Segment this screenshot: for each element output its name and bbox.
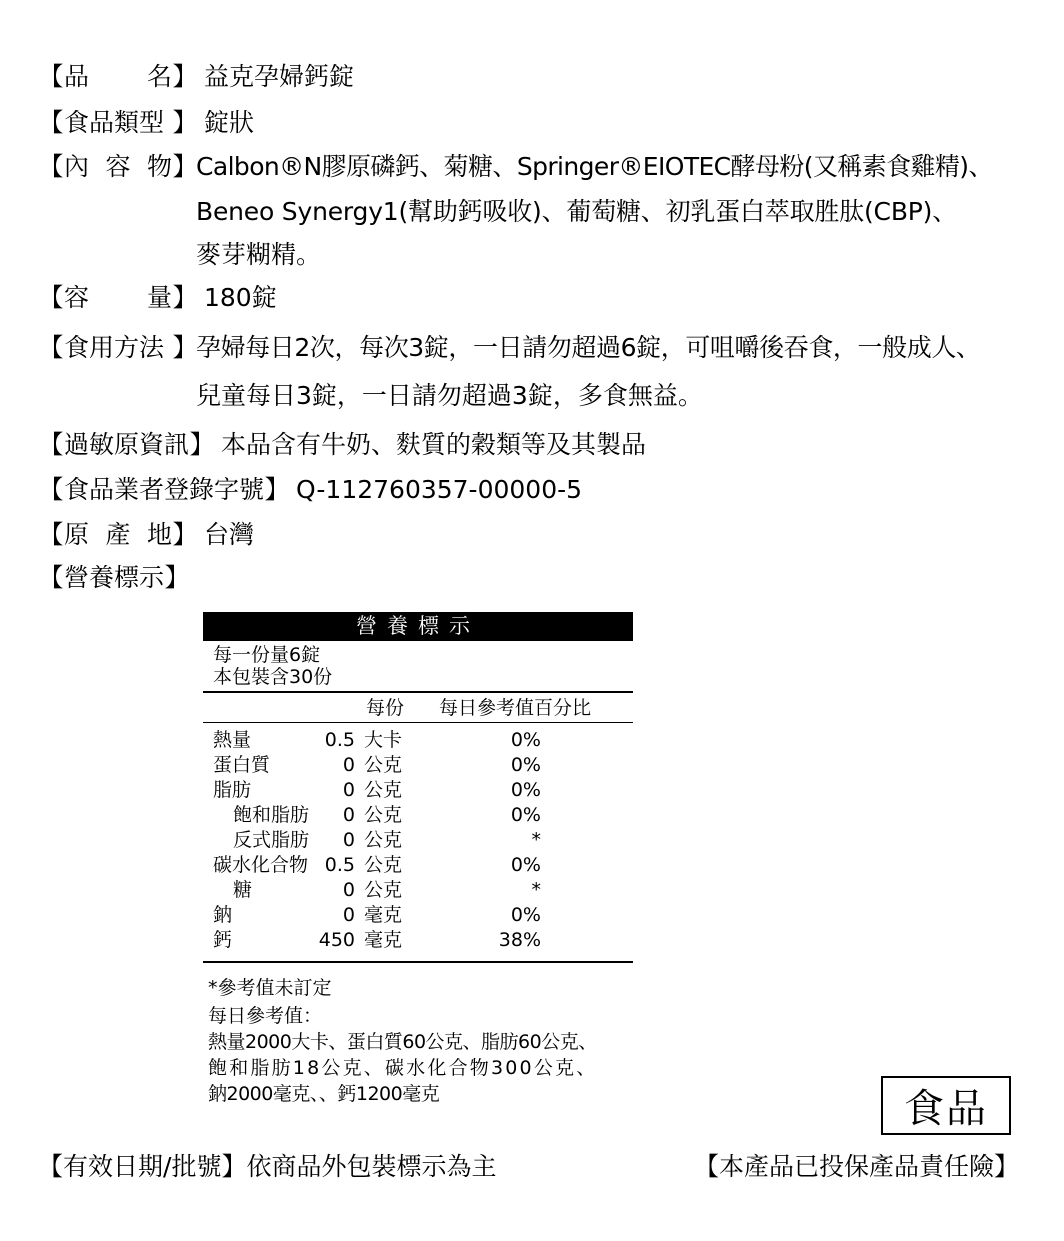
divider: [203, 961, 633, 963]
field-label: 【 品 名 】: [38, 62, 198, 91]
col-daily-value: 每日參考值百分比: [439, 697, 592, 719]
nutrient-daily-value: 0%: [510, 779, 541, 801]
field-allergen: 【 過敏原資訊 】 本品含有牛奶、麩質的穀類等及其製品: [38, 430, 647, 459]
nutrient-unit: 毫克: [364, 904, 403, 926]
nutrition-row: [203, 728, 633, 753]
label-text: 食用方法: [64, 333, 165, 362]
capacity-value: 180錠: [204, 283, 277, 312]
field-nutrition: 【 營養標示 】: [38, 563, 190, 592]
label-text: 過敏原資訊: [64, 430, 190, 459]
nutrient-name: 蛋白質: [213, 754, 271, 776]
field-origin: 【 原 產 地 】 台灣: [38, 520, 255, 549]
nutrient-daily-value: 0%: [510, 854, 541, 876]
label-char: 產: [105, 520, 131, 549]
reference-line: 熱量2000大卡、蛋白質60公克、脂肪60公克、: [208, 1031, 597, 1053]
nutrition-title: 營養標示: [203, 612, 633, 641]
nutrient-amount: 0: [342, 779, 355, 801]
food-type: 錠狀: [204, 108, 255, 137]
nutrient-daily-value: 0%: [510, 754, 541, 776]
nutrient-daily-value: *: [531, 829, 541, 851]
nutrient-daily-value: 38%: [498, 929, 541, 951]
nutrition-row: [203, 903, 633, 928]
contents-line: Calbon®N膠原磷鈣、菊糖、Springer®EIOTEC酵母粉(又稱素食雞精)、: [196, 152, 993, 181]
nutrient-unit: 公克: [364, 854, 403, 876]
servings-per-package: 本包裝含30份: [213, 666, 333, 688]
nutrient-unit: 公克: [364, 879, 403, 901]
label-char: 名: [146, 62, 172, 91]
nutrient-name: 熱量: [213, 729, 252, 751]
nutrition-row: [203, 928, 633, 953]
reference-line: 鈉2000毫克、、鈣1200毫克: [208, 1083, 440, 1105]
product-name: 益克孕婦鈣錠: [204, 62, 355, 91]
label-text: 營養標示: [64, 563, 165, 592]
label-char: 容: [105, 152, 131, 181]
field-contents: 【 內 容 物 】: [38, 152, 198, 181]
nutrient-name: 碳水化合物: [213, 854, 309, 876]
nutrient-amount: 0: [342, 754, 355, 776]
nutrition-row: [203, 803, 633, 828]
origin-value: 台灣: [204, 520, 255, 549]
nutrient-name: 鈣: [213, 929, 233, 951]
nutrition-row: [203, 878, 633, 903]
nutrient-name: 鈉: [213, 904, 233, 926]
label-char: 內: [64, 152, 90, 181]
nutrition-table: [203, 612, 633, 963]
expiry-value: 依商品外包裝標示為主: [246, 1152, 497, 1181]
serving-size: 每一份量6錠: [213, 644, 321, 666]
nutrition-row: [203, 753, 633, 778]
nutrient-daily-value: *: [531, 879, 541, 901]
nutrient-unit: 公克: [364, 829, 403, 851]
nutrient-amount: 0: [342, 829, 355, 851]
registration-value: Q-112760357-00000-5: [296, 475, 583, 504]
nutrient-daily-value: 0%: [510, 729, 541, 751]
contents-line: 麥芽糊精。: [196, 240, 322, 269]
label-char: 物: [146, 152, 172, 181]
nutrition-row: [203, 778, 633, 803]
nutrient-daily-value: 0%: [510, 904, 541, 926]
allergen-value: 本品含有牛奶、麩質的穀類等及其製品: [221, 430, 647, 459]
nutrition-row: [203, 853, 633, 878]
insurance-notice: 【本產品已投保產品責任險】: [693, 1152, 1019, 1181]
reference-title: 每日參考值：: [208, 1005, 323, 1027]
field-name: [38, 62, 354, 92]
nutrient-name: 飽和脂肪: [233, 804, 310, 826]
nutrient-daily-value: 0%: [510, 804, 541, 826]
footnote: *參考值未訂定: [208, 977, 332, 999]
field-usage: 【 食用方法 】: [38, 333, 198, 362]
nutrient-unit: 公克: [364, 754, 403, 776]
nutrition-row: [203, 828, 633, 853]
label-char: 原: [64, 520, 90, 549]
nutrient-unit: 毫克: [364, 929, 403, 951]
serving-info: [203, 641, 633, 688]
nutrient-amount: 0.5: [324, 729, 355, 751]
nutrient-name: 反式脂肪: [233, 829, 310, 851]
label-text: 食品業者登錄字號: [64, 475, 265, 504]
nutrient-unit: 公克: [364, 779, 403, 801]
nutrient-unit: 大卡: [364, 729, 403, 751]
food-badge: 食品: [881, 1076, 1011, 1135]
nutrient-amount: 0: [342, 904, 355, 926]
field-type: 【 食品類型 】 錠狀: [38, 108, 255, 137]
nutrient-amount: 0: [342, 879, 355, 901]
contents-line: Beneo Synergy1(幫助鈣吸收)、葡萄糖、初乳蛋白萃取胜肽(CBP)、: [196, 197, 957, 226]
reference-line: 飽和脂肪18公克、碳水化合物300公克、: [208, 1057, 598, 1079]
label-char: 地: [146, 520, 172, 549]
usage-line: 孕婦每日2次，每次3錠，一日請勿超過6錠，可咀嚼後吞食，一般成人、: [196, 333, 981, 362]
nutrient-amount: 0: [342, 804, 355, 826]
label-char: 容: [64, 283, 90, 312]
nutrient-unit: 公克: [364, 804, 403, 826]
usage-line: 兒童每日3錠，一日請勿超過3錠，多食無益。: [196, 381, 703, 410]
col-per-serving: 每份: [366, 697, 405, 719]
label-char: 量: [146, 283, 172, 312]
nutrition-footnote: [208, 975, 597, 1107]
field-capacity: 【 容 量 】 180錠: [38, 283, 277, 312]
column-header: [203, 693, 633, 723]
nutrition-rows: [203, 728, 633, 953]
expiry-label: 有效日期/批號: [63, 1152, 222, 1181]
field-registration: 【 食品業者登錄字號 】 Q-112760357-00000-5: [38, 475, 583, 504]
nutrient-name: 脂肪: [213, 779, 252, 801]
label-text: 食品類型: [64, 108, 165, 137]
nutrient-name: 糖: [233, 879, 253, 901]
expiry-line: 【有效日期/批號】依商品外包裝標示為主: [38, 1152, 497, 1181]
label-char: 品: [64, 62, 90, 91]
nutrient-amount: 450: [318, 929, 355, 951]
nutrient-amount: 0.5: [324, 854, 355, 876]
